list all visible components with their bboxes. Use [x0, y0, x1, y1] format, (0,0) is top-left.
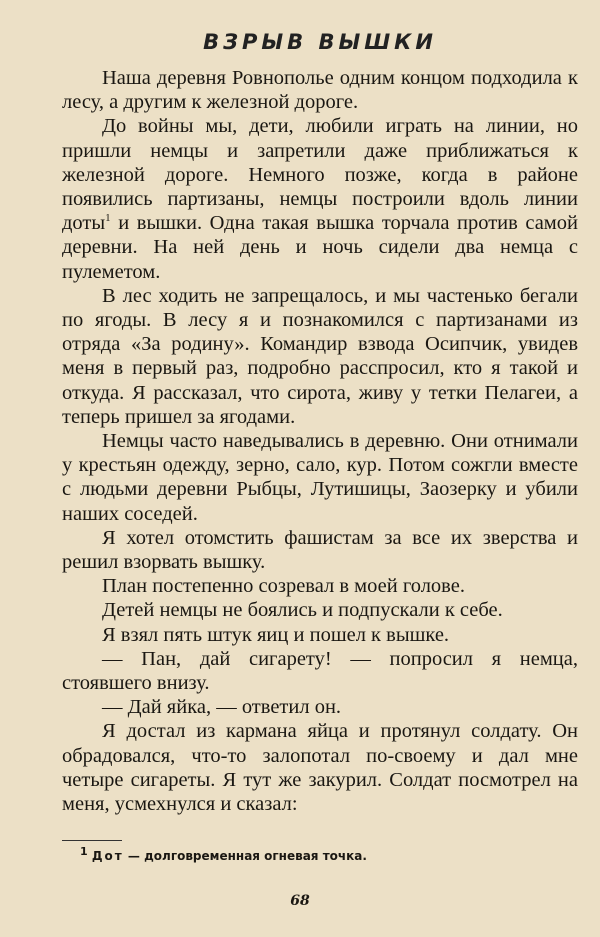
paragraph-11: Я достал из кармана яйца и протянул солдату. Он обрадовался, что-то залопотал по-своему и дал мне четыре сигареты. Я тут же закурил. Солдат посмотрел на меня, усмехнулся и сказал:: [62, 720, 578, 816]
paragraph-9: — Пан, дай сигарету! — попросил я немца, стоявшего внизу.: [62, 647, 578, 695]
paragraph-4: Немцы часто наведывались в деревню. Они отнимали у крестьян одежду, зерно, сало, кур. Потом сожгли вместе с людьми деревни Рыбцы, Лутишицы, Заозерку и убили наших соседей.: [62, 430, 578, 525]
footnote-term: Дот: [91, 849, 124, 864]
footnote: [80, 845, 578, 864]
paragraph-8: Я взял пять штук яиц и пошел к вышке.: [102, 623, 450, 646]
paragraph-1: Наша деревня Ровнополье одним концом подходила к лесу, а другим к железной дороге.: [62, 67, 578, 114]
chapter-title: ВЗРЫВ ВЫШКИ: [203, 30, 437, 54]
page-number: 68: [290, 893, 310, 909]
paragraph-5: Я хотел отомстить фашистам за все их зверства и решил взорвать вышку.: [62, 526, 578, 574]
paragraph-6: План постепенно созревал в моей голове.: [102, 575, 465, 598]
footnote-divider: [62, 840, 122, 841]
footnote-reference: 1: [105, 212, 111, 225]
footnote-marker: 1: [80, 845, 88, 859]
body-text: [62, 66, 578, 816]
paragraph-10: — Дай яйка, — ответил он.: [102, 696, 342, 719]
paragraph-7: Детей немцы не боялись и подпускали к себе.: [102, 599, 503, 622]
paragraph-2: [62, 114, 578, 283]
paragraph-2-end: и вышки. Одна такая вышка торчала против самой деревни. На ней день и ночь сидели два немца с пулеметом.: [62, 212, 579, 283]
paragraph-3: В лес ходить не запрещалось, и мы частенько бегали по ягоды. В лесу я и познакомился с партизанами из отряда «За родину». Командир взвода Осипчик, увидев меня в первый раз, подробно расспросил, кто я такой и откуда. Я рассказал, что сирота, живу у тетки Пелагеи, а теперь пришел за ягодами.: [62, 284, 578, 428]
paragraph-2-start: До войны мы, дети, любили играть на линии, но пришли немцы и запретили даже приближаться к железной дороге. Немного позже, когда в районе появились партизаны, немцы построили вдоль линии доты: [62, 115, 578, 235]
footnote-definition: — долговременная огневая точка.: [127, 849, 367, 864]
